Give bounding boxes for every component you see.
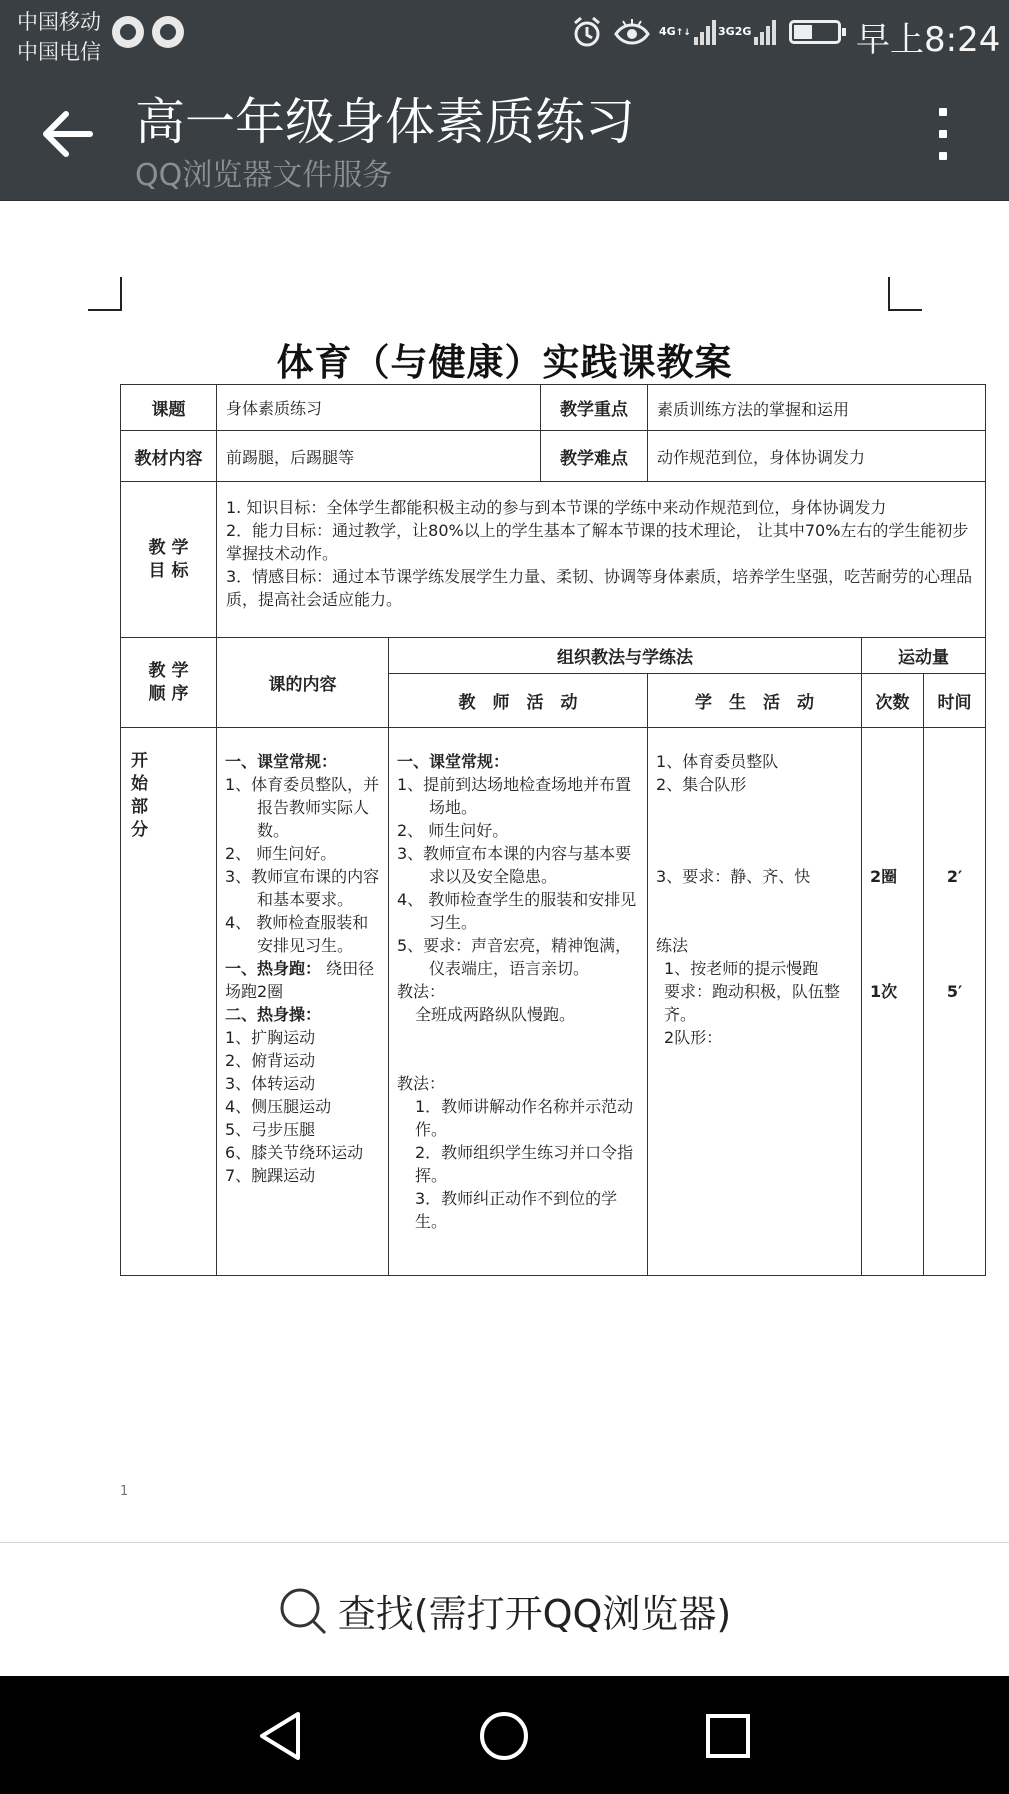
method-header: 组织教法与学练法 [389, 638, 862, 674]
order-label-line: 顺 序 [148, 683, 189, 704]
content-line: 7、腕踝运动 [225, 1166, 316, 1185]
goals-label-line: 目 标 [148, 560, 189, 581]
goals-cell [217, 482, 986, 638]
document-heading: 体育（与健康）实践课教案 [276, 341, 733, 384]
spacer [870, 750, 915, 865]
student-line: 3、要求：静、齐、快 [656, 867, 811, 886]
teacher-line: 3．教师纠正动作不到位的学生。 [415, 1189, 618, 1231]
spacer [932, 750, 977, 865]
student-line: 2队形： [664, 1028, 723, 1047]
find-bar[interactable] [0, 1542, 1009, 1677]
teacher-line: 1．教师讲解动作名称并示范动作。 [415, 1097, 634, 1139]
student-line: 1、按老师的提示慢跑 [664, 959, 819, 978]
part-char: 开 [131, 751, 148, 771]
spacer [656, 888, 853, 934]
material-value: 前踢腿，后踢腿等 [217, 431, 541, 482]
content-line: 2、 师生问好。 [225, 844, 337, 863]
teacher-line: 4、 教师检查学生的服装和安排见习生。 [397, 890, 637, 932]
part-char: 分 [131, 820, 148, 840]
goal-item: 3．情感目标：通过本节课学练发展学生力量、柔韧、协调等身体素质，培养学生坚强，吃苦耐劳的心理品质，提高社会适应能力。 [226, 567, 973, 609]
student-line: 要求：跑动积极，队伍整齐。 [664, 982, 841, 1024]
topic-label: 课题 [121, 385, 217, 431]
carrier-1: 中国移动 [17, 10, 101, 34]
student-header: 学 生 活 动 [648, 674, 862, 728]
signal-4g-icon: 4G↑↓ [659, 14, 716, 50]
teacher-cell [389, 728, 648, 1276]
content-line-group [225, 957, 380, 1003]
duration-value: 2′ [946, 867, 963, 886]
content-line: 1、体育委员整队，并报告教师实际人数。 [225, 775, 380, 840]
student-line: 练法 [656, 936, 689, 955]
battery-icon [789, 14, 841, 50]
signal-3g-2g-icon [718, 14, 776, 50]
difficulty-label: 教学难点 [541, 431, 648, 482]
spacer [870, 888, 915, 980]
crop-mark-left [88, 277, 122, 311]
teacher-line: 全班成两路纵队慢跑。 [415, 1005, 576, 1024]
focus-value: 素质训练方法的掌握和运用 [648, 385, 986, 431]
content-line: 3、教师宣布课的内容和基本要求。 [225, 867, 380, 909]
material-label: 教材内容 [121, 431, 217, 482]
content-line: 一、课堂常规： [225, 752, 338, 771]
teacher-line: 1、提前到达场地检查场地并布置场地。 [397, 775, 632, 817]
alarm-icon [570, 14, 604, 50]
spacer [397, 1026, 639, 1072]
content-line: 4、侧压腿运动 [225, 1097, 332, 1116]
times-value: 2圈 [870, 867, 898, 886]
teacher-line: 2．教师组织学生练习并口令指挥。 [415, 1143, 634, 1185]
find-label: 查找(需打开QQ浏览器) [337, 1592, 732, 1636]
teacher-header: 教 师 活 动 [389, 674, 648, 728]
content-line: 绕田径场跑2圈 [225, 959, 375, 1001]
duration-header: 时间 [924, 674, 986, 728]
eye-icon [614, 14, 650, 50]
content-line: 6、膝关节绕环运动 [225, 1143, 364, 1162]
search-icon [278, 1586, 328, 1636]
status-time: 早上8:24 [856, 20, 1001, 60]
triangle-back-icon[interactable] [252, 1706, 312, 1766]
page-number: 1 [120, 1484, 129, 1499]
part-char: 始 [131, 774, 148, 794]
goal-item: 2．能力目标：通过教学，让80%以上的学生基本了解本节课的技术理论， 让其中70%左右的学生能初步掌握技术动作。 [226, 521, 969, 563]
status-bar [0, 0, 1009, 66]
teacher-line: 5、要求：声音宏亮，精神饱满，仪表端庄，语言亲切。 [397, 936, 632, 978]
crop-mark-right [888, 277, 922, 311]
focus-label: 教学重点 [541, 385, 648, 431]
content-line: 3、体转运动 [225, 1074, 316, 1093]
lesson-plan-table [120, 384, 986, 1276]
content-line: 5、弓步压腿 [225, 1120, 316, 1139]
qq-icon [152, 16, 184, 48]
order-label [121, 638, 217, 728]
student-line: 1、体育委员整队 [656, 752, 779, 771]
title-bar [0, 66, 1009, 201]
content-line: 一、热身跑： [225, 959, 322, 978]
goals-label [121, 482, 217, 638]
carrier-2: 中国电信 [17, 40, 101, 64]
circle-home-icon[interactable] [474, 1706, 534, 1766]
student-line: 2、集合队形 [656, 775, 747, 794]
spacer [656, 796, 853, 865]
qq-browser-icon [112, 16, 144, 48]
net-3g-label: 3G [718, 25, 735, 38]
square-recent-icon[interactable] [698, 1706, 758, 1766]
arrow-left-icon[interactable] [38, 106, 98, 162]
teacher-line: 3、教师宣布本课的内容与基本要求以及安全隐患。 [397, 844, 632, 886]
teacher-line: 2、 师生问好。 [397, 821, 509, 840]
difficulty-value: 动作规范到位，身体协调发力 [648, 431, 986, 482]
times-header: 次数 [862, 674, 924, 728]
net-2g-label: 2G [734, 25, 752, 38]
content-line: 4、 教师检查服装和安排见习生。 [225, 913, 369, 955]
times-cell [862, 728, 924, 1276]
part-char: 部 [131, 797, 148, 817]
system-nav-bar [0, 1676, 1009, 1794]
page-subtitle: QQ浏览器文件服务 [135, 158, 393, 193]
student-cell [648, 728, 862, 1276]
teacher-line: 教法： [397, 982, 446, 1001]
content-line: 1、扩胸运动 [225, 1028, 316, 1047]
load-header: 运动量 [862, 638, 986, 674]
teacher-line: 一、课堂常规： [397, 752, 510, 771]
content-cell [217, 728, 389, 1276]
spacer [932, 888, 977, 980]
duration-value: 5′ [946, 982, 963, 1001]
content-line: 二、热身操： [225, 1005, 322, 1024]
find-button[interactable] [0, 1583, 1009, 1638]
goal-item: 1. 知识目标：全体学生都能积极主动的参与到本节课的学练中来动作规范到位，身体协调发力 [226, 498, 887, 517]
content-line: 2、俯背运动 [225, 1051, 316, 1070]
content-header: 课的内容 [217, 638, 389, 728]
page-title: 高一年级身体素质练习 [135, 93, 635, 151]
part-label [121, 728, 217, 1276]
goals-label-line: 教 学 [148, 537, 189, 558]
times-value: 1次 [870, 982, 898, 1001]
net-4g-label: 4G [659, 24, 676, 38]
more-vertical-icon[interactable] [928, 104, 958, 164]
order-label-line: 教 学 [148, 660, 189, 681]
teacher-line: 教法： [397, 1074, 446, 1093]
topic-value: 身体素质练习 [217, 385, 541, 431]
duration-cell [924, 728, 986, 1276]
